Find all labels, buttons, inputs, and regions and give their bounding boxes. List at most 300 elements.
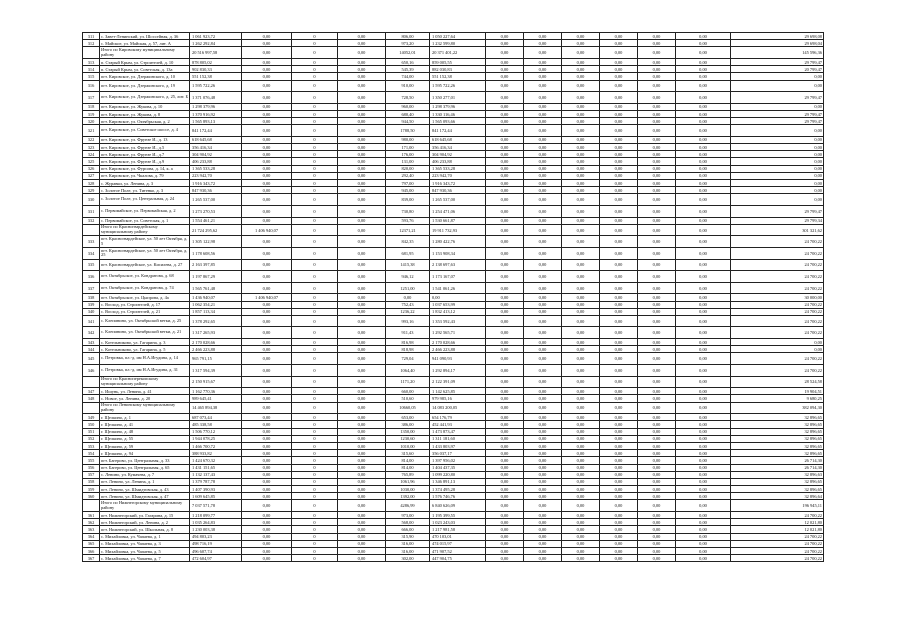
table-cell: 1 565 093,66 bbox=[430, 118, 486, 125]
table-cell: 1 217 981,58 bbox=[430, 526, 486, 533]
table-cell: 0,00 bbox=[524, 493, 562, 500]
table-cell: 1 406 940,07 bbox=[242, 224, 292, 236]
table-cell: 0,00 bbox=[562, 110, 600, 117]
table-cell: 0,00 bbox=[731, 151, 824, 158]
table-cell: 0,00 bbox=[638, 40, 676, 47]
table-cell: 0,00 bbox=[562, 247, 600, 259]
table-row bbox=[83, 308, 824, 315]
table-cell: 0 bbox=[292, 136, 338, 143]
table-cell: 382 094,30 bbox=[731, 402, 824, 414]
table-cell: 0,00 bbox=[600, 512, 638, 519]
table-cell: 0,00 bbox=[486, 486, 524, 493]
table-cell: 0,00 bbox=[242, 282, 292, 294]
table-row bbox=[83, 58, 824, 65]
table-cell: 323 bbox=[83, 144, 100, 151]
table-cell: 0,00 bbox=[600, 402, 638, 414]
table-cell: 1171,20 bbox=[386, 376, 430, 388]
table-row bbox=[83, 353, 824, 365]
table-cell: 0,00 bbox=[524, 519, 562, 526]
table-cell: 0,00 bbox=[600, 151, 638, 158]
table-cell: с. Михайловка, ул. Чапаева, д. 5 bbox=[100, 547, 190, 554]
table-cell: 0,00 bbox=[486, 471, 524, 478]
table-cell: 0,00 bbox=[562, 125, 600, 137]
table-cell: 0,00 bbox=[486, 259, 524, 271]
table-cell: 0 bbox=[292, 435, 338, 442]
table-cell: 0,00 bbox=[338, 540, 386, 547]
table-cell: 20 516 997,58 bbox=[190, 47, 242, 59]
table-cell: пгт. Октябрьское, ул. Цыпрова, д. 4а bbox=[100, 294, 190, 301]
table-cell: 362 bbox=[83, 519, 100, 526]
table-cell: 0,00 bbox=[486, 421, 524, 428]
table-cell: 0 bbox=[292, 500, 338, 512]
table-cell: 0,00 bbox=[638, 271, 676, 283]
table-cell: 0,00 bbox=[524, 40, 562, 47]
table-cell: 0,00 bbox=[638, 512, 676, 519]
table-cell: 0,00 bbox=[524, 58, 562, 65]
table-cell: 0,00 bbox=[338, 376, 386, 388]
table-cell: 0,00 bbox=[676, 500, 731, 512]
table-cell: 0,00 bbox=[731, 103, 824, 110]
table-cell: 0,00 bbox=[486, 194, 524, 206]
table-cell: 0,00 bbox=[242, 414, 292, 421]
table-cell: 0,00 bbox=[600, 526, 638, 533]
table-cell: 498 716,19 bbox=[190, 540, 242, 547]
table-row bbox=[83, 442, 824, 449]
table-cell: 0,00 bbox=[638, 402, 676, 414]
table-cell: 0,00 bbox=[338, 388, 386, 395]
table-cell: 618 645,68 bbox=[430, 136, 486, 143]
table-cell: 2 170 028,66 bbox=[430, 339, 486, 346]
table-cell: 0,00 bbox=[731, 158, 824, 165]
table-cell: 0,00 bbox=[524, 346, 562, 353]
table-cell: 0,00 bbox=[731, 339, 824, 346]
table-cell: 0,00 bbox=[338, 555, 386, 562]
table-cell: 472 604,97 bbox=[190, 555, 242, 562]
table-cell: г. Щелкино, д. 41 bbox=[100, 421, 190, 428]
table-cell: 0,00 bbox=[562, 339, 600, 346]
table-cell: 945,00 bbox=[386, 187, 430, 194]
table-cell: 29 799,47 bbox=[731, 58, 824, 65]
table-cell: 0,00 bbox=[676, 315, 731, 327]
table-cell: 0,00 bbox=[338, 327, 386, 339]
table-cell: 1 162 770,36 bbox=[190, 388, 242, 395]
total-row bbox=[83, 500, 824, 512]
table-cell: 494 803,23 bbox=[190, 533, 242, 540]
table-cell: 797,00 bbox=[386, 180, 430, 187]
table-cell: 1 132 137,43 bbox=[190, 471, 242, 478]
table-cell: 839,00 bbox=[386, 194, 430, 206]
table-cell: 0,00 bbox=[338, 125, 386, 137]
table-cell: 0,00 bbox=[562, 144, 600, 151]
table-cell: 0,00 bbox=[731, 80, 824, 92]
table-cell: 0,00 bbox=[242, 66, 292, 73]
table-cell: 0,00 bbox=[676, 421, 731, 428]
table-row bbox=[83, 365, 824, 377]
table-cell: 0,00 bbox=[676, 395, 731, 402]
table-cell: 0,00 bbox=[600, 158, 638, 165]
table-cell: 0,00 bbox=[524, 327, 562, 339]
table-cell: с. Михайловка, ул. Чапаева, д. 1 bbox=[100, 533, 190, 540]
table-cell: 0,00 bbox=[524, 136, 562, 143]
table-cell: 0,00 bbox=[486, 58, 524, 65]
table-cell: 0,00 bbox=[562, 80, 600, 92]
table-cell: 0,00 bbox=[524, 471, 562, 478]
table-cell: 944,50 bbox=[386, 118, 430, 125]
table-row bbox=[83, 450, 824, 457]
table-cell: 0,00 bbox=[338, 80, 386, 92]
table-cell: 1 397 956,02 bbox=[430, 457, 486, 464]
table-cell: 1 254 471,06 bbox=[430, 205, 486, 217]
table-cell: 0,00 bbox=[600, 464, 638, 471]
table-cell: 24 700,22 bbox=[731, 282, 824, 294]
table-cell: 145 596,36 bbox=[731, 47, 824, 59]
table-cell: 316 bbox=[83, 80, 100, 92]
table-cell: 1236,22 bbox=[386, 308, 430, 315]
table-cell: 356 416,34 bbox=[190, 144, 242, 151]
table-cell: 0,00 bbox=[600, 301, 638, 308]
table-cell: г. Щелкино, д. 59 bbox=[100, 442, 190, 449]
table-cell: 0,00 bbox=[486, 92, 524, 104]
table-row bbox=[83, 540, 824, 547]
table-cell: 0,00 bbox=[638, 388, 676, 395]
table-cell: 0,00 bbox=[638, 47, 676, 59]
table-cell: 847 930,36 bbox=[430, 187, 486, 194]
table-cell: 0,00 bbox=[562, 519, 600, 526]
table-cell: 316,00 bbox=[386, 540, 430, 547]
table-cell: 0,00 bbox=[486, 73, 524, 80]
table-cell: 0 bbox=[292, 457, 338, 464]
table-cell: 0,00 bbox=[338, 478, 386, 485]
table-cell: 32 896,65 bbox=[731, 478, 824, 485]
table-cell: 0,00 bbox=[562, 308, 600, 315]
table-cell: 0,00 bbox=[338, 315, 386, 327]
table-cell: 0,00 bbox=[486, 526, 524, 533]
table-cell: 0,00 bbox=[638, 395, 676, 402]
table-cell: 30 000,00 bbox=[731, 294, 824, 301]
table-cell: 0,00 bbox=[338, 92, 386, 104]
table-cell: 341 bbox=[83, 315, 100, 327]
table-cell: 24 700,22 bbox=[731, 327, 824, 339]
table-cell: 0,00 bbox=[338, 103, 386, 110]
table-cell: 0,00 bbox=[600, 165, 638, 172]
table-cell: 0,00 bbox=[486, 519, 524, 526]
table-cell: 0,00 bbox=[600, 376, 638, 388]
table-cell: 1 595 722,26 bbox=[190, 80, 242, 92]
table-cell: 0,00 bbox=[676, 353, 731, 365]
table-cell: пгт. Кировское, ул. Советское шоссе, д. 4 bbox=[100, 125, 190, 137]
table-cell: 0,00 bbox=[338, 294, 386, 301]
table-cell: 0 bbox=[292, 194, 338, 206]
table-cell: 0,00 bbox=[338, 118, 386, 125]
table-row bbox=[83, 125, 824, 137]
table-cell: 0 bbox=[292, 555, 338, 562]
table-cell: 0,00 bbox=[242, 73, 292, 80]
table-cell: 1 298 379,96 bbox=[190, 103, 242, 110]
table-cell: 32 896,65 bbox=[731, 428, 824, 435]
table-cell: 0,00 bbox=[638, 282, 676, 294]
table-cell: 0,00 bbox=[638, 327, 676, 339]
table-cell: 960,00 bbox=[386, 103, 430, 110]
table-cell: 0,00 bbox=[338, 414, 386, 421]
table-cell: 0 bbox=[292, 486, 338, 493]
table-cell: 0,00 bbox=[562, 294, 600, 301]
table-cell: 1 554 461,21 bbox=[190, 217, 242, 224]
table-cell: 32 896,65 bbox=[731, 414, 824, 421]
table-row bbox=[83, 73, 824, 80]
table-cell: 0,00 bbox=[338, 339, 386, 346]
table-cell: 681,95 bbox=[386, 247, 430, 259]
table-cell: 337 bbox=[83, 282, 100, 294]
table-cell: 0,00 bbox=[242, 118, 292, 125]
table-cell: 0,00 bbox=[524, 421, 562, 428]
table-row bbox=[83, 547, 824, 554]
table-cell: 406 233,88 bbox=[190, 158, 242, 165]
table-cell: 0,00 bbox=[524, 388, 562, 395]
table-cell: 176,00 bbox=[386, 151, 430, 158]
table-cell: 0,00 bbox=[600, 118, 638, 125]
table-cell: пгт. Кировское, ул. Фрунзе И., д.5 bbox=[100, 144, 190, 151]
table-cell: 0,00 bbox=[486, 388, 524, 395]
table-cell: 0,00 bbox=[562, 259, 600, 271]
table-cell: 0,00 bbox=[562, 365, 600, 377]
table-cell: 0,00 bbox=[562, 526, 600, 533]
table-cell: 318 bbox=[83, 103, 100, 110]
table-cell: 0,00 bbox=[638, 187, 676, 194]
table-cell: 1 595 722,26 bbox=[430, 80, 486, 92]
table-cell: 0 bbox=[292, 294, 338, 301]
table-cell: с. Ленино, ул. Кумачева, д. 7 bbox=[100, 471, 190, 478]
table-cell: 447 904,75 bbox=[430, 555, 486, 562]
table-cell: г. Щелкино, д. 48 bbox=[100, 428, 190, 435]
table-cell: 0,00 bbox=[676, 194, 731, 206]
table-cell: 32 896,65 bbox=[731, 450, 824, 457]
table-cell: 0,00 bbox=[676, 47, 731, 59]
table-cell: 765,89 bbox=[386, 471, 430, 478]
table-cell: 0 bbox=[292, 414, 338, 421]
table-cell: 0,00 bbox=[600, 533, 638, 540]
table-cell: 0,00 bbox=[600, 247, 638, 259]
table-cell: 0,00 bbox=[731, 194, 824, 206]
table-cell: 317 bbox=[83, 92, 100, 104]
table-cell: 816,98 bbox=[386, 339, 430, 346]
table-cell: Итого по Нижнегорскому муниципальному району bbox=[100, 500, 190, 512]
table-cell: 0,00 bbox=[338, 73, 386, 80]
table-cell: 0,00 bbox=[638, 194, 676, 206]
table-cell: 0,00 bbox=[676, 414, 731, 421]
table-cell: 0,00 bbox=[242, 40, 292, 47]
table-cell: 0,00 bbox=[600, 294, 638, 301]
table-cell: 0,00 bbox=[486, 172, 524, 179]
table-cell: 0,00 bbox=[242, 457, 292, 464]
table-cell: 0 bbox=[292, 125, 338, 137]
table-cell: 0,00 bbox=[524, 205, 562, 217]
table-cell: 1064,40 bbox=[386, 365, 430, 377]
table-cell: 319 bbox=[83, 110, 100, 117]
table-cell: 0,00 bbox=[562, 33, 600, 40]
table-cell: 650,16 bbox=[386, 58, 430, 65]
table-cell: 1 330 116,46 bbox=[430, 110, 486, 117]
table-cell: 1 195 399,55 bbox=[430, 512, 486, 519]
table-cell: 1 317 594,39 bbox=[190, 365, 242, 377]
table-cell: 0,00 bbox=[638, 555, 676, 562]
table-cell: 347 bbox=[83, 388, 100, 395]
table-cell: 0,00 bbox=[524, 47, 562, 59]
table-cell: 1 280 422,76 bbox=[430, 236, 486, 248]
table-cell: 0,00 bbox=[731, 172, 824, 179]
table-cell: 0,00 bbox=[638, 365, 676, 377]
table-cell: 0,00 bbox=[242, 428, 292, 435]
table-cell: пгт. Кировское, ул. Жукова, д. 8 bbox=[100, 110, 190, 117]
table-cell: 0,00 bbox=[562, 118, 600, 125]
table-cell: 0,00 bbox=[242, 136, 292, 143]
table-cell: 0,00 bbox=[600, 442, 638, 449]
table-cell: 0 bbox=[292, 519, 338, 526]
table-cell: 1010,00 bbox=[386, 442, 430, 449]
table-cell: 0,00 bbox=[486, 217, 524, 224]
table-cell: 0,00 bbox=[338, 526, 386, 533]
table-cell: 0,00 bbox=[676, 259, 731, 271]
table-cell: 0,00 bbox=[242, 301, 292, 308]
table-cell: 0,00 bbox=[600, 47, 638, 59]
table-row bbox=[83, 555, 824, 562]
table-cell: 0,00 bbox=[562, 315, 600, 327]
table-cell: 1 473 873,47 bbox=[430, 428, 486, 435]
table-cell: 0,00 bbox=[562, 205, 600, 217]
table-cell: 0,00 bbox=[676, 187, 731, 194]
table-cell: с. Новое, ул. Ленина, д. 20 bbox=[100, 395, 190, 402]
table-cell: 0,00 bbox=[242, 376, 292, 388]
table-cell: 911,43 bbox=[386, 327, 430, 339]
table-cell: 0,00 bbox=[562, 395, 600, 402]
table-row bbox=[83, 493, 824, 500]
table-cell: 0,00 bbox=[242, 47, 292, 59]
table-cell: 0,00 bbox=[242, 92, 292, 104]
table-cell: 0,00 bbox=[562, 533, 600, 540]
table-cell: 510,60 bbox=[386, 395, 430, 402]
table-cell: 0,00 bbox=[562, 478, 600, 485]
table-cell: 1 218 099,77 bbox=[190, 512, 242, 519]
table-cell: 321 bbox=[83, 125, 100, 137]
table-cell: 24 700,22 bbox=[731, 353, 824, 365]
table-cell: 0,00 bbox=[242, 442, 292, 449]
table-cell: 0,00 bbox=[676, 294, 731, 301]
table-cell: 993,16 bbox=[386, 315, 430, 327]
table-cell: 0,00 bbox=[562, 40, 600, 47]
table-cell: 0 bbox=[292, 217, 338, 224]
table-cell: с. Восход, ул. Строителей, д. 17 bbox=[100, 301, 190, 308]
table-cell: 0 bbox=[292, 187, 338, 194]
table-cell: 0,00 bbox=[676, 125, 731, 137]
table-cell: Итого по Кировскому муниципальному району bbox=[100, 47, 190, 59]
table-cell: 328 bbox=[83, 180, 100, 187]
table-cell: 0,00 bbox=[524, 376, 562, 388]
table-cell: 0,00 bbox=[562, 435, 600, 442]
table-cell: с. Котельниково, ул. Гагарина, д. 5 bbox=[100, 346, 190, 353]
table-cell: 1 035 264,83 bbox=[190, 519, 242, 526]
table-cell: 0,00 bbox=[562, 66, 600, 73]
table-cell: 29 799,47 bbox=[731, 205, 824, 217]
table-cell: 593,76 bbox=[386, 217, 430, 224]
table-cell: 0,00 bbox=[562, 47, 600, 59]
table-cell: 0,00 bbox=[486, 555, 524, 562]
total-row bbox=[83, 224, 824, 236]
table-cell: 0,00 bbox=[638, 33, 676, 40]
total-row bbox=[83, 47, 824, 59]
table-cell: 0 bbox=[292, 450, 338, 457]
table-cell: 0,00 bbox=[524, 73, 562, 80]
table-cell: 29 799,47 bbox=[731, 118, 824, 125]
table-cell: 0,00 bbox=[486, 271, 524, 283]
table-cell: 19 911 732,93 bbox=[430, 224, 486, 236]
table-body bbox=[83, 33, 824, 562]
table-cell: 0,00 bbox=[524, 435, 562, 442]
table-cell: с. Золотое Поле, ул. Центральная, д. 24 bbox=[100, 194, 190, 206]
table-cell: 24 700,22 bbox=[731, 540, 824, 547]
table-cell: 0,00 bbox=[338, 224, 386, 236]
table-row bbox=[83, 301, 824, 308]
table-cell: 0,00 bbox=[676, 236, 731, 248]
table-cell: 0,00 bbox=[338, 282, 386, 294]
table-cell: 989 645,41 bbox=[190, 395, 242, 402]
table-cell: 334 bbox=[83, 247, 100, 259]
table-cell: пгт. Кировское, ул. Чкалова, д. 79 bbox=[100, 172, 190, 179]
table-cell: 0,00 bbox=[242, 450, 292, 457]
table-cell: 0,00 bbox=[731, 187, 824, 194]
table-cell: 0 bbox=[292, 339, 338, 346]
table-cell: 0 bbox=[292, 365, 338, 377]
table-cell: 1 378 292,65 bbox=[190, 315, 242, 327]
table-cell: 0,00 bbox=[638, 526, 676, 533]
table-cell: 0,00 bbox=[676, 92, 731, 104]
table-cell: 1 565 761,48 bbox=[190, 282, 242, 294]
table-cell: 859 005,55 bbox=[430, 58, 486, 65]
table-cell: 352 bbox=[83, 435, 100, 442]
table-cell: 1 292 894,17 bbox=[430, 365, 486, 377]
table-cell: 0,00 bbox=[676, 224, 731, 236]
table-cell: 350 bbox=[83, 421, 100, 428]
table-cell: 0,00 bbox=[338, 547, 386, 554]
table-cell: 0,00 bbox=[242, 327, 292, 339]
table-cell: 1 197 867,29 bbox=[190, 271, 242, 283]
table-cell: 356 037,17 bbox=[430, 450, 486, 457]
table-cell: 1 404 437,35 bbox=[430, 464, 486, 471]
table-cell: 0,00 bbox=[486, 533, 524, 540]
table-cell: 0,00 bbox=[638, 428, 676, 435]
table-cell: 0,00 bbox=[731, 346, 824, 353]
table-cell: 0 bbox=[292, 315, 338, 327]
table-cell: 0,00 bbox=[638, 217, 676, 224]
table-cell: 0,00 bbox=[638, 103, 676, 110]
table-cell: 2 150 915,67 bbox=[190, 376, 242, 388]
table-cell: 0,00 bbox=[338, 464, 386, 471]
table-cell: с. Золотое Поле, ул. Титенко, д. 3 bbox=[100, 187, 190, 194]
table-cell: 0,00 bbox=[676, 388, 731, 395]
table-cell: 24 700,22 bbox=[731, 512, 824, 519]
table-cell: 980,00 bbox=[386, 136, 430, 143]
table-cell: 313 bbox=[83, 58, 100, 65]
table-cell: 0,00 bbox=[486, 315, 524, 327]
table-cell: 1 431 151,65 bbox=[190, 464, 242, 471]
table-cell: 0,00 bbox=[242, 205, 292, 217]
table-cell: 2 138 697,63 bbox=[430, 259, 486, 271]
table-cell: 0,00 bbox=[524, 540, 562, 547]
table-cell: 0,00 bbox=[338, 247, 386, 259]
table-cell: 0,00 bbox=[676, 271, 731, 283]
table-cell: 0,00 bbox=[562, 224, 600, 236]
table-cell: пгт. Кировское, ул. Дзержинского, д. 10 bbox=[100, 73, 190, 80]
table-cell: 0,00 bbox=[524, 395, 562, 402]
table-cell: 0,00 bbox=[242, 236, 292, 248]
